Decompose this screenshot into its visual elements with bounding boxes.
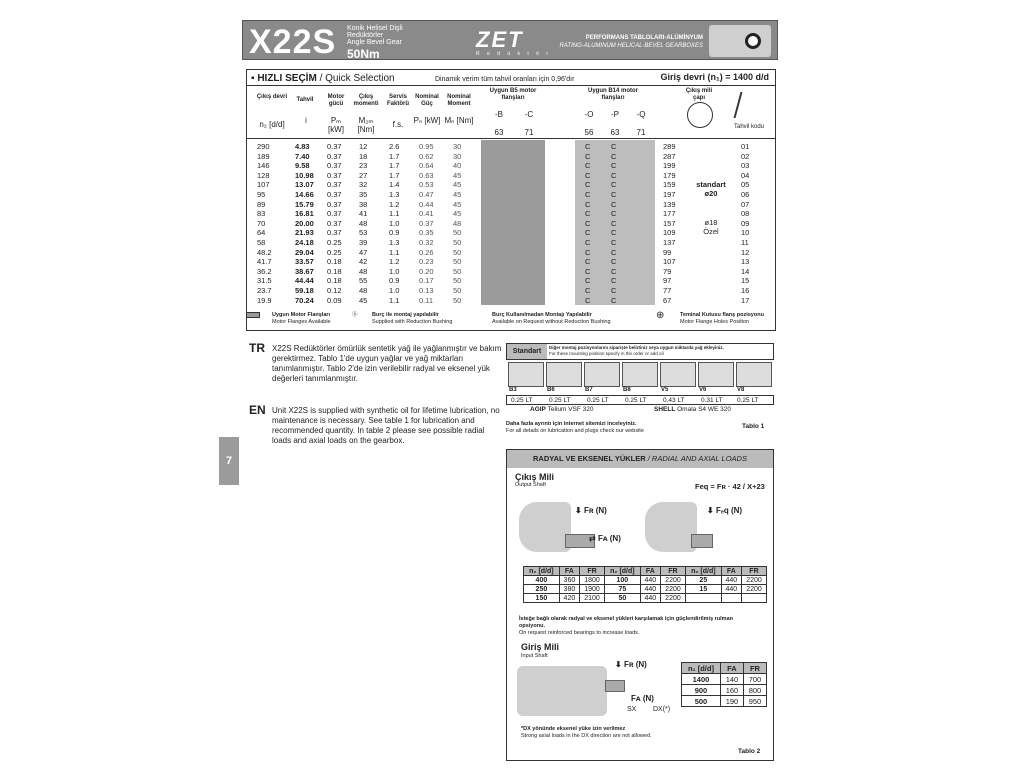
efficiency-note: Dinamik verim tüm tahvil oranları için 0,96'dır bbox=[435, 76, 575, 83]
radial-axial-loads bbox=[506, 449, 774, 761]
mount-v8-image bbox=[736, 362, 772, 387]
col-shaft-diameter: Çıkış mili çapı bbox=[685, 88, 713, 101]
table-row: 400 360 1800 100 440 2200 25 440 2200 bbox=[524, 576, 767, 585]
table-row: 900 160 800 bbox=[682, 685, 767, 696]
b14-col-o: -O bbox=[584, 110, 594, 119]
data-motor-power: 0.37 0.37 0.37 0.37 0.37 0.37 0.37 0.37 0.37 0.37 0.25 0.25 0.18 0.18 0.18 0.12 0.09 bbox=[327, 142, 342, 305]
output-shaft-subtitle: Output Shaft bbox=[515, 482, 546, 488]
legend-no-bushing: Burç Kullanılmadan Montajı Yapılabilir Available on Request without Reduction Bushing bbox=[492, 312, 611, 325]
table-row: 250 380 1900 75 440 2200 15 440 2200 bbox=[524, 585, 767, 594]
mount-b6-image bbox=[546, 362, 582, 387]
b14-col-q: -Q bbox=[636, 110, 646, 119]
col-nominal-power: Nominal Güç bbox=[415, 94, 439, 107]
brand-logo: ZET bbox=[476, 27, 524, 52]
b14-col-p: -P bbox=[611, 110, 619, 119]
model-code: X22S bbox=[249, 23, 337, 61]
legend-terminal-box: Teminal Kutusu flanş pozisyonu Motor Flange Holes Position bbox=[680, 312, 764, 325]
mount-b8: B8 bbox=[623, 387, 631, 393]
mount-b3-image bbox=[508, 362, 544, 387]
unit-pm: Pₘ [kW] bbox=[328, 116, 344, 134]
model-torque: 50Nm bbox=[347, 47, 380, 61]
table1-label: Tablo 1 bbox=[742, 423, 765, 430]
b5-val-b: 63 bbox=[494, 128, 504, 137]
fr-label-input: ⬇ Fʀ (N) bbox=[615, 660, 647, 669]
legend-bushing: Burç ile montaj yapılabilir Supplied with Reduction Bushing bbox=[372, 312, 453, 325]
crosshair-icon: ⊕ bbox=[656, 310, 665, 321]
table-row: 150 420 2100 50 440 2200 bbox=[524, 594, 767, 603]
mount-b3: B3 bbox=[509, 387, 517, 393]
fa-label-input: Fᴀ (N) bbox=[631, 694, 654, 703]
feq-label-right: ⬇ Fₑq (N) bbox=[707, 506, 743, 515]
data-output-torque: 12 18 23 27 32 35 38 41 48 53 39 47 42 48 55 48 45 bbox=[359, 142, 368, 305]
quick-selection-title: ▪ HIZLI SEÇİM / Quick Selection bbox=[251, 73, 395, 84]
mount-b7: B7 bbox=[585, 387, 593, 393]
input-shaft bbox=[605, 680, 625, 692]
loads-title: RADYAL VE EKSENEL YÜKLER / RADIAL AND AXIAL LOADS bbox=[507, 450, 773, 468]
b5-val-c: 71 bbox=[524, 128, 534, 137]
feq-formula: Feq = Fʀ · 42 / X+23 bbox=[695, 482, 765, 491]
input-shaft-title: Giriş Mili bbox=[521, 642, 560, 652]
oil-brand-agip: AGIP Telium VSF 320 bbox=[530, 406, 594, 413]
fr-label-left: ⬇ Fʀ (N) bbox=[575, 506, 607, 515]
data-nominal-power: 0.95 0.62 0.64 0.63 0.53 0.47 0.44 0.41 0.37 0.35 0.32 0.26 0.23 0.20 0.17 0.13 0.11 bbox=[419, 142, 434, 305]
col-nominal-moment: Nominal Moment bbox=[447, 94, 471, 107]
col-service-factor: Servis Faktörü bbox=[386, 94, 409, 107]
page-number-tab: 7 bbox=[219, 437, 239, 485]
mount-v6: V6 bbox=[699, 387, 707, 393]
gearbox-image bbox=[709, 25, 771, 57]
dx-label: DX(*) bbox=[653, 706, 671, 713]
col-ratio-code: Tahvil kodu bbox=[733, 124, 765, 130]
input-gearbox-drawing bbox=[517, 666, 607, 716]
mount-v8: V8 bbox=[737, 387, 745, 393]
data-ratio: 4.83 7.40 9.58 10.98 13.07 14.66 15.79 16.81 20.00 21.93 24.18 29.04 33.57 38.67 44.44 59.18 70.24 bbox=[295, 142, 314, 305]
reinforced-bearing-note: İsteğe bağlı olarak radyal ve eksenel yükleri karşılamak için güçlendirilmiş rulman opsiyonu. On request reinforced bearings to increase loads. bbox=[519, 616, 733, 636]
table-row: 1400 140 700 bbox=[682, 674, 767, 685]
col-motor-power: Motor gücü bbox=[327, 94, 345, 107]
pencil-icon bbox=[734, 92, 761, 118]
legend-flanges: Uygun Motor Flanşları Motor Flanges Available bbox=[272, 312, 331, 325]
mount-v6-image bbox=[698, 362, 734, 387]
text-en: EN Unit X22S is supplied with synthetic oil for lifetime lubrication, no maintenance is necessary. See table 1 for lubrication and recommended quantity. In table 2 please see possible radial loads and axial loads on the gearbox. bbox=[249, 403, 500, 445]
gear-icon bbox=[745, 33, 761, 49]
b14-val-o: 56 bbox=[584, 128, 594, 137]
mount-b8-image bbox=[622, 362, 658, 387]
unit-mn: Mₙ [Nm] bbox=[444, 116, 474, 125]
performance-caption: PERFORMANS TABLOLARI-ALÜMİNYUM RATING-ALUMINUM HELICAL-BEVEL GEARBOXES bbox=[559, 35, 703, 49]
output-shaft-right bbox=[691, 534, 713, 548]
data-nominal-moment: 30 30 40 45 45 45 45 45 48 50 50 50 50 50 50 50 50 bbox=[453, 142, 462, 305]
fa-label-left: ⇄ Fᴀ (N) bbox=[589, 534, 621, 543]
b5-col-c: -C bbox=[524, 110, 534, 119]
col-output-torque: Çıkış momenti bbox=[353, 94, 379, 107]
data-ratio-code: 01 02 03 04 05 06 07 08 09 10 11 12 13 14 15 16 17 bbox=[741, 142, 750, 305]
shaft-diagram-icon bbox=[687, 102, 713, 128]
input-loads-table: n₁ [d/d] FA FR 1400 140 700 900 160 800 500 190 950 bbox=[681, 662, 767, 707]
shaft-special: ø18 Özel bbox=[703, 218, 719, 236]
legend-flange-swatch bbox=[246, 312, 260, 318]
data-k: 289 287 199 179 159 197 139 177 157 109 137 99 107 79 97 77 67 bbox=[663, 142, 676, 305]
standard-label: Standart bbox=[507, 344, 547, 359]
gearbox-drawing-left bbox=[519, 502, 571, 552]
unit-n2: n₂ [d/d] bbox=[259, 120, 285, 129]
b5-col-b: -B bbox=[495, 110, 503, 119]
col-b14-flanges: Uygun B14 motor flanşları bbox=[587, 88, 638, 101]
catalog-header bbox=[242, 20, 778, 60]
shaft-standard: standart ø20 bbox=[696, 180, 726, 198]
unit-fs: f.s. bbox=[392, 120, 404, 129]
model-subtitle: Konik Helisel Dişli Redüktörler Angle Bevel Gear bbox=[347, 25, 403, 46]
mount-v5: V5 bbox=[661, 387, 669, 393]
mounting-description: Diğer montaj pozisyonlarını siparişte belirtiniz veya uygun miktarda yağ ekleyiniz. For these mounting position specify in the order or add oil bbox=[549, 345, 724, 356]
sx-label: SX bbox=[627, 706, 637, 713]
data-b14-p: C C C C C C C C C C C C C C C C C bbox=[611, 142, 617, 305]
unit-i: i bbox=[305, 116, 307, 125]
col-output-speed: Çıkış devri bbox=[256, 94, 288, 100]
b14-val-q: 71 bbox=[636, 128, 646, 137]
dx-note: *DX yönünde eksenel yüke izin verilmez Strong axial loads in the DX direction are not allowed. bbox=[521, 726, 652, 739]
lubrication-table bbox=[506, 343, 774, 419]
text-tr: TR X22S Redüktörler ömürlük sentetik yağ ile yağlanmıştır ve bakım gerektirmez. Tablo 1'de uygun yağlar ve yağ miktarları tanımlanmıştır. Tablo 2'de izin verilebilir radyal ve eksenel yük değerleri tanımlanmıştır. bbox=[249, 341, 502, 383]
quick-selection-table bbox=[246, 69, 776, 331]
legend-bushing-icon: ⓑ bbox=[352, 312, 358, 318]
input-speed: Giriş devri (n₁) = 1400 d/d bbox=[660, 72, 769, 82]
b5-available-block bbox=[481, 140, 545, 305]
mount-b6: B6 bbox=[547, 387, 555, 393]
output-shaft-title: Çıkış Mili bbox=[515, 472, 555, 482]
col-ratio: Tahvil bbox=[296, 97, 314, 103]
data-n2: 290 189 146 128 107 95 89 83 70 64 58 48.2 41.7 36.2 31.5 23.7 19.9 bbox=[257, 142, 272, 305]
brand-subtitle: R e d ü k t ö r bbox=[476, 51, 552, 57]
mount-b7-image bbox=[584, 362, 620, 387]
lubrication-note: Daha fazla ayrıntı için internet sitemizi inceleyiniz. For all details on lubrication and plugs check our website bbox=[506, 421, 644, 434]
table2-label: Tablo 2 bbox=[738, 748, 761, 755]
unit-pn: Pₙ [kW] bbox=[413, 116, 441, 125]
table-row: 500 190 950 bbox=[682, 696, 767, 707]
output-loads-table: n₂ [d/d] FA FR n₂ [d/d] FA FR n₂ [d/d] FA FR 400 360 1800 100 440 2200 25 440 2200 250 380 1900 75 440 2200 15 440 2200 150 420 2100 50 440 2200 bbox=[523, 566, 767, 603]
oil-brand-shell: SHELL Omala S4 WE 320 bbox=[654, 406, 731, 413]
data-service-factor: 2.6 1.7 1.7 1.7 1.4 1.3 1.2 1.1 1.0 0.9 1.3 1.1 1.2 1.0 0.9 1.0 1.1 bbox=[389, 142, 400, 305]
col-b5-flanges: Uygun B5 motor flanşları bbox=[489, 88, 537, 101]
data-b14-o: C C C C C C C C C C C C C C C C C bbox=[585, 142, 591, 305]
input-shaft-subtitle: Input Shaft bbox=[521, 653, 548, 659]
mount-v5-image bbox=[660, 362, 696, 387]
unit-m2: M₂ₘ [Nm] bbox=[357, 116, 375, 134]
b14-val-p: 63 bbox=[610, 128, 620, 137]
oil-quantity-row: 0.25 LT 0.25 LT 0.25 LT 0.25 LT 0.43 LT 0.31 LT 0.25 LT bbox=[506, 395, 774, 405]
gearbox-drawing-right bbox=[645, 502, 697, 552]
